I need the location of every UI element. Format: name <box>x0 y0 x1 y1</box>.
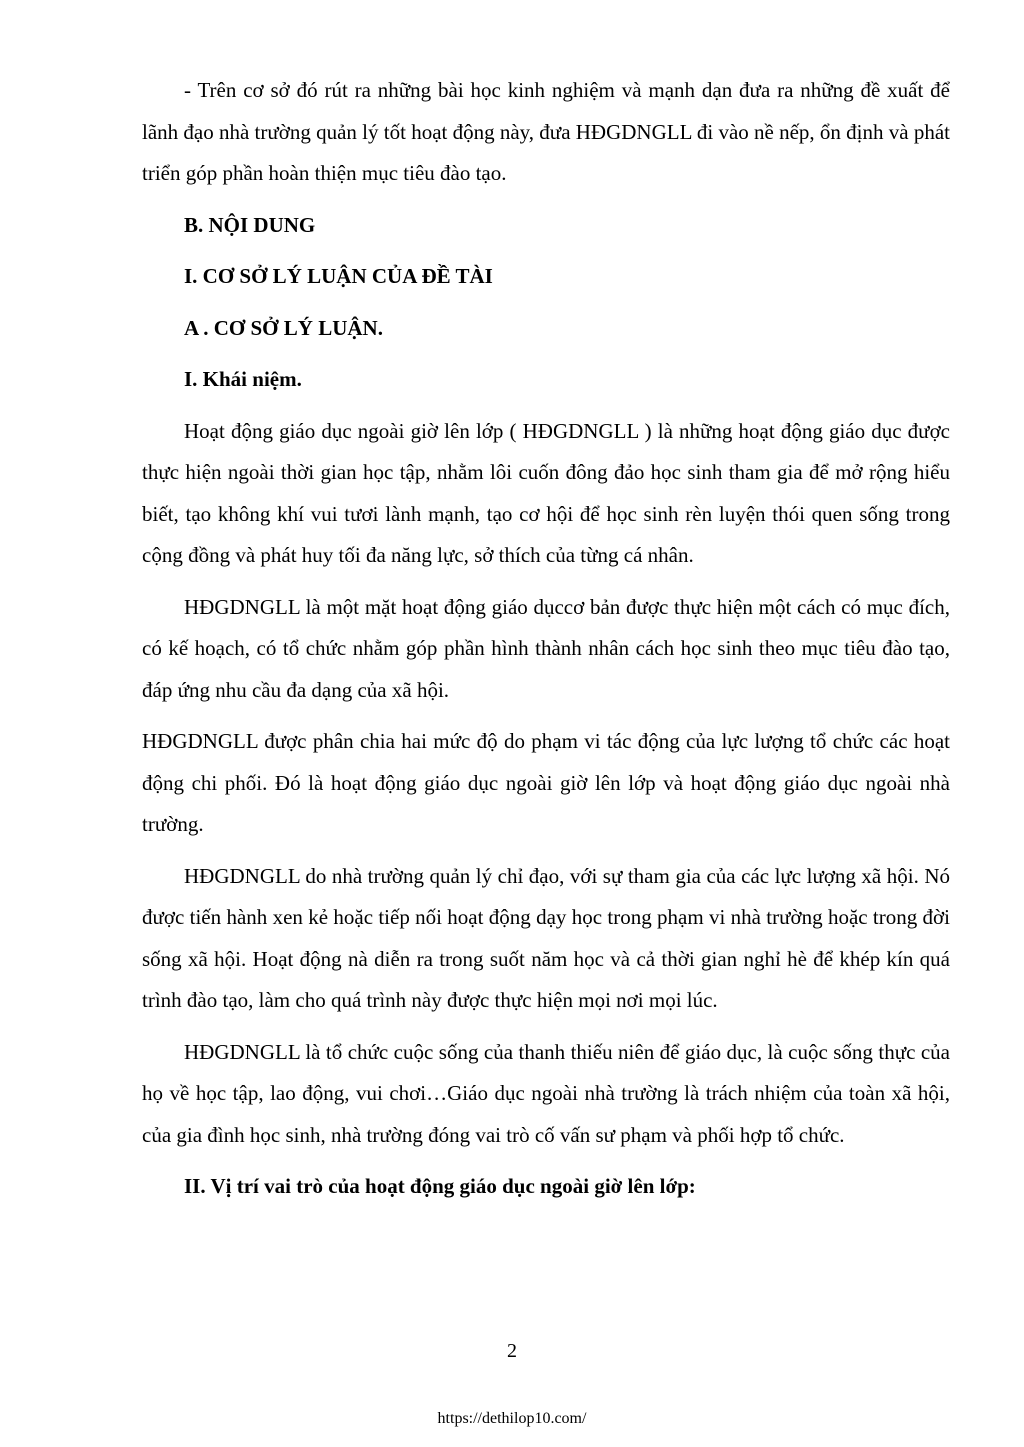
heading-vi-tri-vai-tro: II. Vị trí vai trò của hoạt động giáo dục ngoài giờ lên lớp: <box>184 1174 696 1198</box>
paragraph-school-management: HĐGDNGLL do nhà trường quản lý chỉ đạo, với sự tham gia của các lực lượng xã hội. Nó được tiến hành xen kẻ hoặc tiếp nối hoạt động dạy học trong phạm vi nhà trường hoặc trong đời sống xã hội. Hoạt động nà diễn ra trong suốt năm học và cả thời gian nghỉ hè để khép kín quá trình đào tạo, làm cho quá trình này được thực hiện mọi nơi mọi lúc. <box>142 863 950 1012</box>
paragraph-basic-activity: HĐGDNGLL là một mặt hoạt động giáo dụccơ bản được thực hiện một cách có mục đích, có kế hoạch, có tổ chức nhằm góp phần hình thành nhân cách học sinh theo mục tiêu đào tạo, đáp ứng nhu cầu đa dạng của xã hội. <box>142 594 950 702</box>
footer-url[interactable]: https://dethilop10.com/ <box>437 1410 587 1427</box>
heading-co-so-ly-luan: A . CƠ SỞ LÝ LUẬN. <box>184 315 383 340</box>
paragraph-youth-life: HĐGDNGLL là tổ chức cuộc sống của thanh thiếu niên để giáo dục, là cuộc sống thực của họ về học tập, lao động, vui chơi…Giáo dục ngoài nhà trường là trách nhiệm của toàn xã hội, của gia đình học sinh, nhà trường đóng vai trò cố vấn sư phạm và phối hợp tổ chức. <box>142 1039 950 1147</box>
paragraph-conclusion: - Trên cơ sở đó rút ra những bài học kinh nghiệm và mạnh dạn đưa ra những đề xuất để lãnh đạo nhà trường quản lý tốt hoạt động này, đưa HĐGDNGLL đi vào nề nếp, ổn định và phát triển góp phần hoàn thiện mục tiêu đào tạo. <box>142 78 950 185</box>
page-number: 2 <box>507 1340 517 1362</box>
page-content <box>142 70 950 1218</box>
heading-co-so-ly-luan-de-tai: I. CƠ SỞ LÝ LUẬN CỦA ĐỀ TÀI <box>184 264 493 288</box>
heading-noi-dung: B. NỘI DUNG <box>184 212 316 237</box>
heading-khai-niem: I. Khái niệm. <box>184 367 302 391</box>
paragraph-definition: Hoạt động giáo dục ngoài giờ lên lớp ( HĐGDNGLL ) là những hoạt động giáo dục được thực hiện ngoài thời gian học tập, nhằm lôi cuốn đông đảo học sinh tham gia để mở rộng hiểu biết, tạo không khí vui tươi lành mạnh, tạo cơ hội để học sinh rèn luyện thói quen sống trong cộng đồng và phát huy tối đa năng lực, sở thích của từng cá nhân. <box>142 418 950 567</box>
paragraph-two-levels: HĐGDNGLL được phân chia hai mức độ do phạm vi tác động của lực lượng tổ chức các hoạt động chi phối. Đó là hoạt động giáo dục ngoài giờ lên lớp và hoạt động giáo dục ngoài nhà trường. <box>142 729 950 836</box>
